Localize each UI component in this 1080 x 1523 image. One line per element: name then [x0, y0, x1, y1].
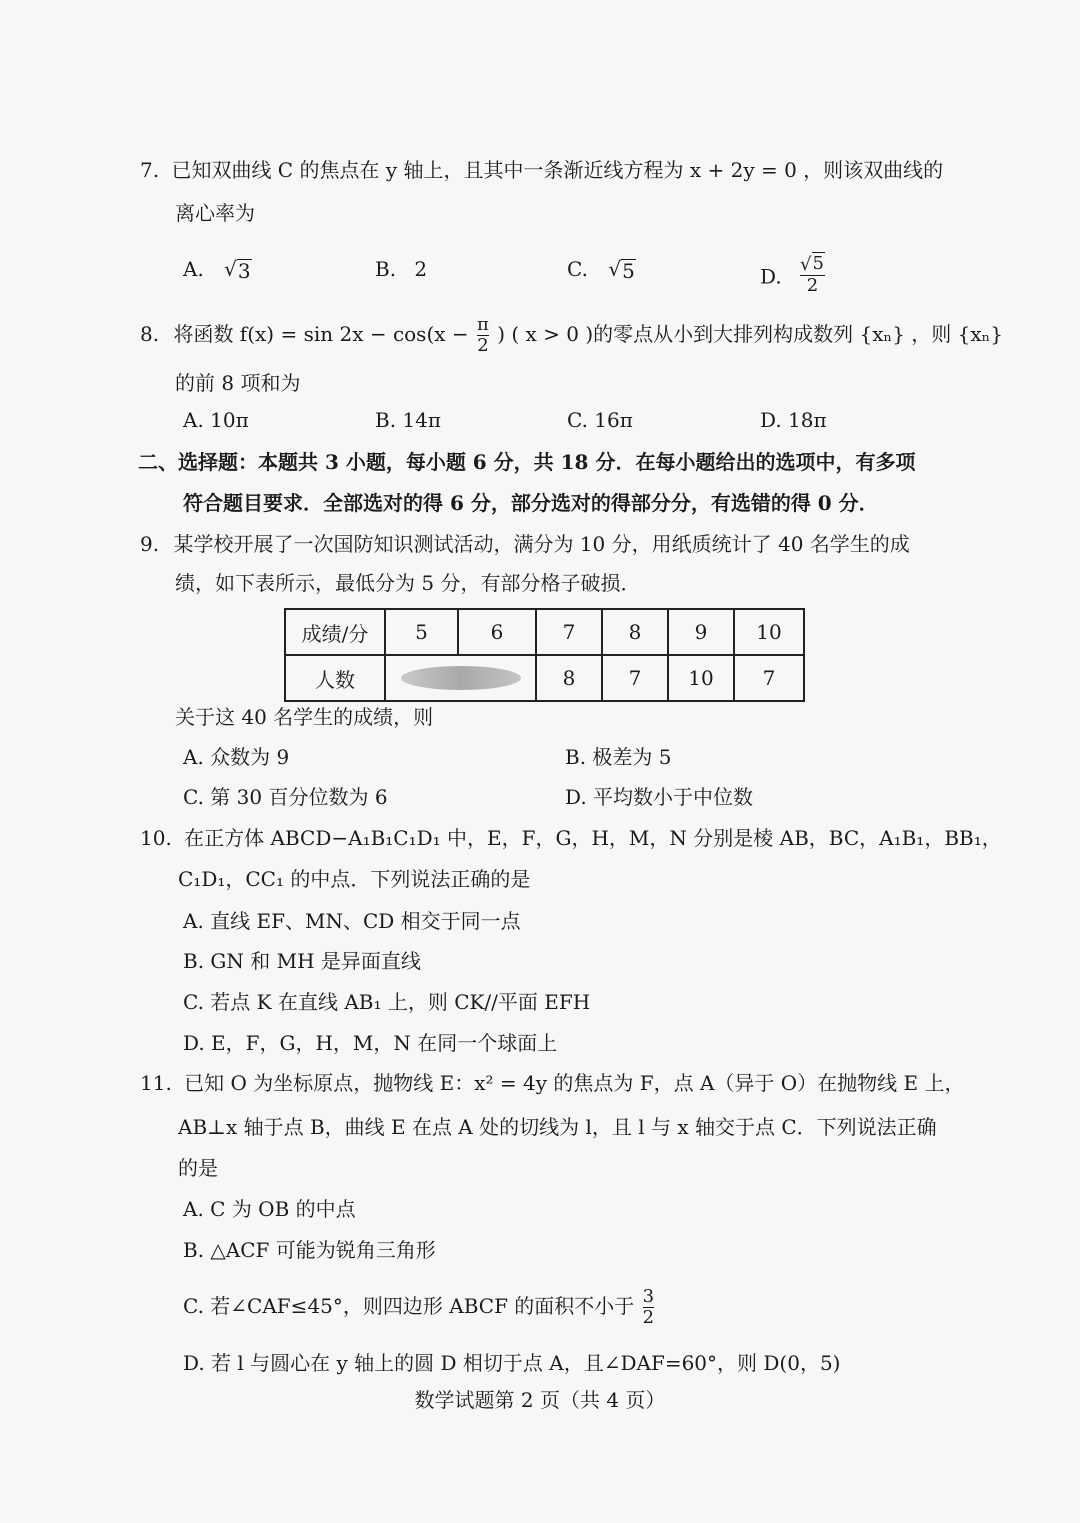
table-header-cell: 人数	[285, 655, 385, 701]
q8-option-d: D. 18π	[760, 408, 827, 432]
fraction-pi-over-2: $\frac{\pi}{2}$	[477, 314, 489, 356]
q8-option-b: B. 14π	[375, 408, 442, 432]
fraction-sqrt5-over-2: √ 5 2	[800, 253, 824, 296]
q7-option-d: D. √ 5 2	[760, 253, 824, 296]
page-footer: 数学试题第 2 页（共 4 页）	[414, 1388, 666, 1412]
q10-line2: C₁D₁，CC₁ 的中点．下列说法正确的是	[178, 867, 531, 891]
q9-option-c: C. 第 30 百分位数为 6	[183, 785, 388, 809]
table-row	[285, 655, 804, 701]
q9-option-a: A. 众数为 9	[183, 745, 290, 769]
q10-line1: 10. 在正方体 ABCD−A₁B₁C₁D₁ 中，E，F，G，H，M，N 分别是棱 AB，BC，A₁B₁，BB₁，	[140, 826, 1002, 850]
q9-line1: 9. 某学校开展了一次国防知识测试活动，满分为 10 分，用纸质统计了 40 名学生的成	[140, 532, 910, 556]
q7-number: 7.	[140, 158, 160, 182]
fraction-3-over-2: $\frac{3}{2}$	[642, 1286, 655, 1328]
q8-option-c: C. 16π	[567, 408, 633, 432]
score-table	[284, 608, 805, 702]
sqrt-5: √ 5	[608, 257, 635, 283]
damage-blot	[401, 666, 521, 690]
table-cell: 6	[458, 609, 536, 655]
table-cell: 10	[734, 609, 804, 655]
q8-option-a: A. 10π	[183, 408, 249, 432]
q10-option-d: D. E，F，G，H，M，N 在同一个球面上	[183, 1031, 558, 1055]
q11-option-b: B. △ACF 可能为锐角三角形	[183, 1238, 436, 1262]
table-cell: 7	[536, 609, 602, 655]
q8-line2: 的前 8 项和为	[175, 371, 301, 395]
q7-option-a: A. √ 3	[183, 257, 251, 283]
table-row	[285, 609, 804, 655]
q9-option-b: B. 极差为 5	[565, 745, 672, 769]
damaged-cell	[385, 655, 536, 701]
table-cell: 7	[734, 655, 804, 701]
q7-text: 已知双曲线 C 的焦点在 y 轴上，且其中一条渐近线方程为 x + 2y = 0 ，则该双曲线的	[171, 158, 944, 182]
table-cell: 8	[536, 655, 602, 701]
q11-line1: 11. 已知 O 为坐标原点，抛物线 E：x² = 4y 的焦点为 F，点 A（异于 O）在抛物线 E 上，	[140, 1071, 965, 1095]
q10-option-c: C. 若点 K 在直线 AB₁ 上，则 CK//平面 EFH	[183, 990, 591, 1014]
sqrt-3: √ 3	[224, 257, 251, 283]
section2-line2: 符合题目要求．全部选对的得 6 分，部分选对的得部分分，有选错的得 0 分．	[183, 491, 879, 515]
table-header-cell: 成绩/分	[285, 609, 385, 655]
q7-line1	[140, 157, 943, 183]
table-cell: 9	[668, 609, 734, 655]
table-cell: 10	[668, 655, 734, 701]
q10-option-a: A. 直线 EF、MN、CD 相交于同一点	[183, 909, 521, 933]
q11-option-a: A. C 为 OB 的中点	[183, 1197, 356, 1221]
table-cell: 8	[602, 609, 668, 655]
q9-line2: 绩，如下表所示，最低分为 5 分，有部分格子破损．	[175, 571, 641, 595]
q11-option-c: C. 若∠CAF≤45°，则四边形 ABCF 的面积不小于 $\frac{3}{2}$	[183, 1286, 655, 1328]
q9-option-d: D. 平均数小于中位数	[565, 785, 754, 809]
q11-option-d: D. 若 l 与圆心在 y 轴上的圆 D 相切于点 A，且∠DAF=60°，则 D(0，5)	[183, 1351, 841, 1375]
table-cell: 5	[385, 609, 458, 655]
q10-option-b: B. GN 和 MH 是异面直线	[183, 949, 421, 973]
table-cell: 7	[602, 655, 668, 701]
q7-option-b: B. 2	[375, 257, 428, 281]
q11-line3: 的是	[178, 1156, 218, 1180]
q9-after-table: 关于这 40 名学生的成绩，则	[175, 705, 434, 729]
q8-line1: 8. 将函数 f(x) = sin 2x − cos(x − $\frac{\pi}{2}$ ) ( x > 0 )的零点从小到大排列构成数列 {xₙ} ，则 {xₙ}	[140, 314, 1004, 356]
section2-line1: 二、选择题：本题共 3 小题，每小题 6 分，共 18 分．在每小题给出的选项中，有多项	[138, 450, 916, 474]
q7-option-c: C. √ 5	[567, 257, 635, 283]
q11-line2: AB⊥x 轴于点 B，曲线 E 在点 A 处的切线为 l，且 l 与 x 轴交于点 C．下列说法正确	[178, 1115, 937, 1139]
q7-line2: 离心率为	[175, 201, 255, 225]
